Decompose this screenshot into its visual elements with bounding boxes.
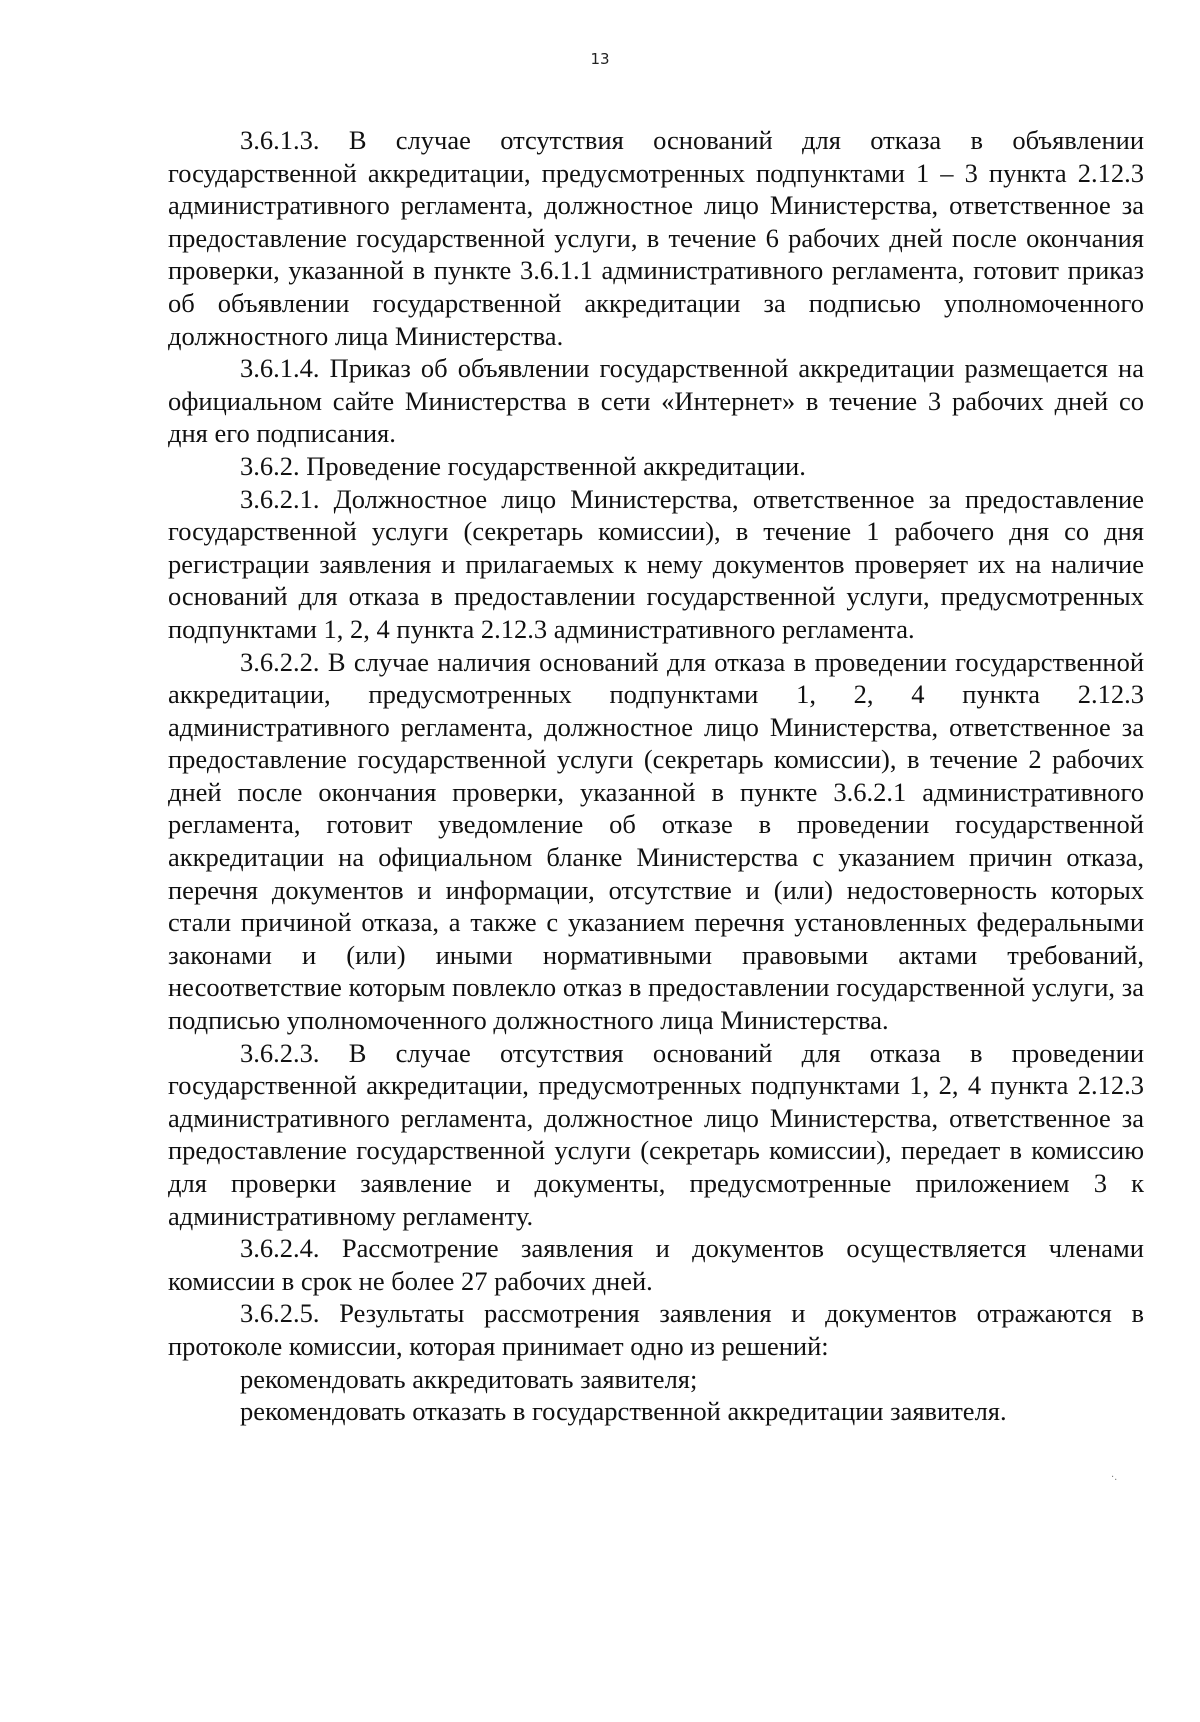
decision-option-refuse: рекомендовать отказать в государственной аккредитации заявителя. — [240, 1396, 1007, 1427]
paragraph-3-6-2-3: 3.6.2.3. В случае отсутствия оснований для отказа в проведении государственной аккредитации, предусмотренных подпунктами 1, 2, 4 пункта 2.12.3 административного регламента, должностное лицо Министерства, ответственное за предоставление государственной услуги (секретарь комиссии), передает в комиссию для проверки заявление и документы, предусмотренные приложением 3 к административному регламенту. — [168, 1037, 1144, 1231]
paragraph-3-6-2-2: 3.6.2.2. В случае наличия оснований для отказа в проведении государственной аккредитации, предусмотренных подпунктами 1, 2, 4 пункта 2.12.3 административного регламента, должностное лицо Министерства, ответственное за предоставление государственной услуги (секретарь комиссии), в течение 2 рабочих дней после окончания проверки, указанной в пункте 3.6.2.1 административного регламента, готовит уведомление об отказе в проведении государственной аккредитации на официальном бланке Министерства с указанием причин отказа, перечня документов и информации, отсутствие и (или) недостоверность которых стали причиной отказа, а также с указанием перечня установленных федеральными законами и (или) иными нормативными правовыми актами требований, несоответствие которым повлекло отказ в предоставлении государственной услуги, за подписью уполномоченного должностного лица Министерства. — [168, 646, 1144, 1036]
paragraph-3-6-2-heading: 3.6.2. Проведение государственной аккредитации. — [240, 450, 806, 481]
scan-speck: ·. — [1111, 1472, 1118, 1483]
decision-option-accredit: рекомендовать аккредитовать заявителя; — [240, 1363, 698, 1394]
paragraph-3-6-2-4: 3.6.2.4. Рассмотрение заявления и документов осуществляется членами комиссии в срок не более 27 рабочих дней. — [168, 1233, 1144, 1296]
paragraph-3-6-1-4: 3.6.1.4. Приказ об объявлении государственной аккредитации размещается на официальном сайте Министерства в сети «Интернет» в течение 3 рабочих дней со дня его подписания. — [168, 353, 1144, 449]
document-body — [168, 124, 1144, 1428]
paragraph-3-6-2-1: 3.6.2.1. Должностное лицо Министерства, ответственное за предоставление государственной услуги (секретарь комиссии), в течение 1 рабочего дня со дня регистрации заявления и прилагаемых к нему документов проверяет их на наличие оснований для отказа в предоставлении государственной услуги, предусмотренных подпунктами 1, 2, 4 пункта 2.12.3 административного регламента. — [168, 483, 1144, 644]
paragraph-3-6-1-3: 3.6.1.3. В случае отсутствия оснований для отказа в объявлении государственной аккредитации, предусмотренных подпунктами 1 – 3 пункта 2.12.3 административного регламента, должностное лицо Министерства, ответственное за предоставление государственной услуги, в течение 6 рабочих дней после окончания проверки, указанной в пункте 3.6.1.1 административного регламента, готовит приказ об объявлении государственной аккредитации за подписью уполномоченного должностного лица Министерства. — [168, 125, 1144, 351]
page-number: 13 — [590, 50, 610, 68]
paragraph-3-6-2-5: 3.6.2.5. Результаты рассмотрения заявления и документов отражаются в протоколе комиссии, которая принимает одно из решений: — [168, 1298, 1144, 1361]
